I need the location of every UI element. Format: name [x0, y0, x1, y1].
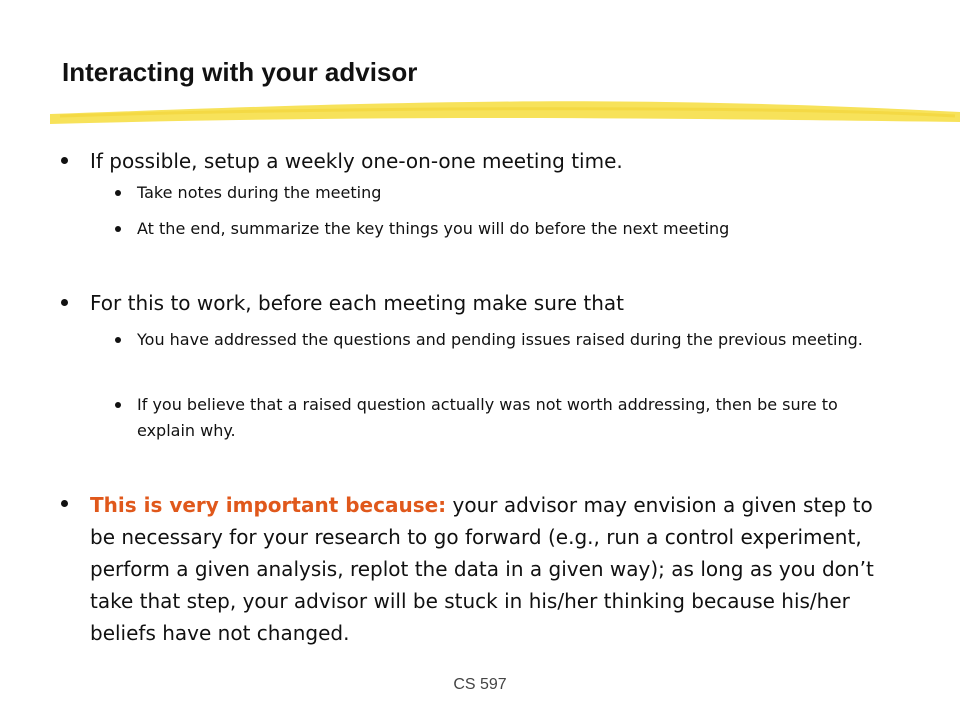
- sub-bullet-dot: [115, 337, 121, 343]
- bullet-3-emphasis: This is very important because:: [90, 493, 447, 517]
- bullet-1-sub-2: [0, 216, 900, 242]
- bullet-2-sub-2: [0, 392, 897, 444]
- bullet-2-sub-2-text: If you believe that a raised question actually was not worth addressing, then be sure to explain why.: [137, 395, 838, 440]
- bullet-2: [0, 288, 880, 318]
- bullet-2-sub-1-text: You have addressed the questions and pending issues raised during the previous meeting.: [137, 330, 863, 349]
- bullet-dot: [61, 500, 68, 507]
- bullet-1-sub-1-text: Take notes during the meeting: [137, 183, 382, 202]
- bullet-dot: [61, 157, 68, 164]
- sub-bullet-dot: [115, 226, 121, 232]
- slide-footer: CS 597: [453, 676, 507, 693]
- bullet-1: [0, 146, 880, 176]
- bullet-3-text: [90, 489, 890, 649]
- slide-title: Interacting with your advisor: [62, 57, 418, 87]
- sub-bullet-dot: [115, 190, 121, 196]
- sub-bullet-dot: [115, 402, 121, 408]
- bullet-1-text: If possible, setup a weekly one-on-one meeting time.: [90, 149, 623, 173]
- bullet-3-body: your advisor may envision a given step to be necessary for your research to go forward (e.g., run a control experiment, perform a given analysis, replot the data in a given way); as long as you don’t take that step, your advisor will be stuck in his/her thinking because his/her beliefs have not changed.: [90, 493, 874, 645]
- bullet-2-text: For this to work, before each meeting make sure that: [90, 291, 624, 315]
- bullet-dot: [61, 299, 68, 306]
- bullet-3: [0, 489, 890, 649]
- bullet-1-sub-1: [0, 180, 880, 206]
- bullet-1-sub-2-text: At the end, summarize the key things you will do before the next meeting: [137, 219, 730, 238]
- bullet-2-sub-1: [0, 327, 897, 353]
